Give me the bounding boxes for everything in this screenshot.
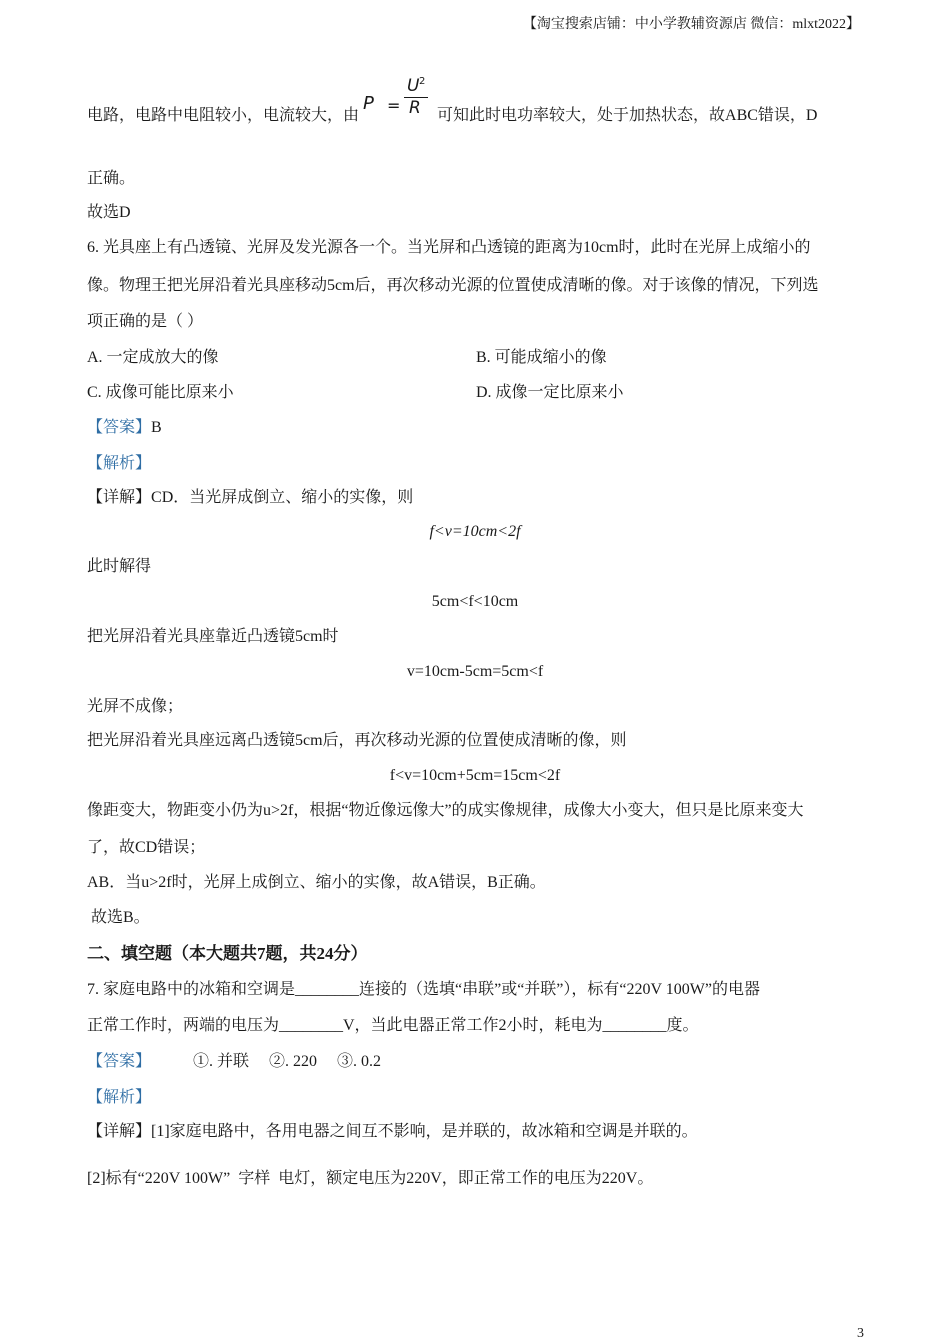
q6-option-c: C. 成像可能比原来小	[87, 384, 234, 401]
intro-line-2: 正确。	[87, 170, 136, 187]
q6-equation-2: 5cm<f<10cm	[431, 593, 519, 610]
q6-stem-2: 像。物理王把光屏沿着光具座移动5cm后，再次移动光源的位置使成清晰的像。对于该像的情况，下列选	[87, 277, 819, 294]
q6-equation-4: f<v=10cm+5cm=15cm<2f	[389, 767, 561, 784]
q6-stem-3: 项正确的是（ ）	[87, 313, 204, 330]
page-header: 【淘宝搜索店铺：中小学教辅资源店 微信：mlxt2022】	[522, 17, 860, 32]
section-2-title: 二、填空题（本大题共7题，共24分）	[87, 944, 368, 963]
formula-u: U	[407, 76, 420, 97]
answer-tag: 【答案】	[87, 1053, 152, 1070]
q7-analysis-tag: 【解析】	[87, 1089, 152, 1106]
intro-text-after: 可知此时电功率较大，处于加热状态，故ABC错误，D	[437, 107, 818, 124]
formula-r: R	[409, 98, 421, 119]
formula-p: P	[363, 93, 374, 115]
q7-answer	[87, 1052, 381, 1072]
q6-option-b: B. 可能成缩小的像	[476, 349, 607, 366]
q6-text-9: 故选B。	[91, 909, 150, 926]
power-formula	[363, 76, 433, 126]
q6-text-4: 光屏不成像；	[87, 698, 184, 715]
q6-text-5: 把光屏沿着光具座远离凸透镜5cm后，再次移动光源的位置使成清晰的像，则	[87, 732, 627, 749]
q6-text-3: 把光屏沿着光具座靠近凸透镜5cm时	[87, 628, 339, 645]
detail-tag: 【详解】	[87, 1123, 152, 1140]
eq1-text: f<v=10cm<2f	[429, 523, 521, 540]
detail-text: [1]家庭电路中，各用电器之间互不影响，是并联的，故冰箱和空调是并联的。	[151, 1123, 698, 1140]
detail-text: CD．当光屏成倒立、缩小的实像，则	[151, 489, 414, 506]
q6-option-a: A. 一定成放大的像	[87, 349, 219, 366]
q6-detail-1	[87, 488, 413, 508]
q6-option-d: D. 成像一定比原来小	[476, 384, 624, 401]
q6-text-7: 了，故CD错误；	[87, 839, 206, 856]
q7-detail-2: [2]标有“220V 100W” 字样 电灯，额定电压为220V，即正常工作的电压为220V。	[87, 1170, 654, 1187]
intro-text-before: 电路，电路中电阻较小，电流较大，由	[87, 107, 360, 124]
q7-stem-2: 正常工作时，两端的电压为________V，当此电器正常工作2小时，耗电为________度。	[87, 1017, 699, 1034]
q6-text-6: 像距变大，物距变小仍为u>2f，根据“物近像远像大”的成实像规律，成像大小变大，但只是比原来变大	[87, 802, 804, 819]
intro-line-1	[87, 76, 818, 126]
intro-line-3: 故选D	[87, 204, 131, 221]
answer-value: ①. 并联 ②. 220 ③. 0.2	[193, 1053, 382, 1070]
q6-text-8: AB．当u>2f时，光屏上成倒立、缩小的实像，故A错误，B正确。	[87, 874, 546, 891]
page-number: 3	[857, 1326, 864, 1341]
detail-tag: 【详解】	[87, 489, 152, 506]
q6-stem-1: 6. 光具座上有凸透镜、光屏及发光源各一个。当光屏和凸透镜的距离为10cm时，此时在光屏上成缩小的	[87, 239, 811, 256]
answer-tag: 【答案】	[87, 419, 152, 436]
q6-equation-1	[0, 522, 950, 542]
q7-detail-1	[87, 1122, 698, 1142]
q7-stem-1: 7. 家庭电路中的冰箱和空调是________连接的（选填“串联”或“并联”），标有“220V 100W”的电器	[87, 981, 760, 998]
q6-analysis-tag: 【解析】	[87, 455, 152, 472]
q6-text-2: 此时解得	[87, 558, 152, 575]
answer-value: B	[151, 419, 162, 436]
formula-sup: 2	[419, 76, 426, 88]
q6-answer	[87, 418, 162, 438]
q6-equation-3: v=10cm-5cm=5cm<f	[406, 663, 544, 680]
formula-eq: =	[387, 96, 401, 116]
